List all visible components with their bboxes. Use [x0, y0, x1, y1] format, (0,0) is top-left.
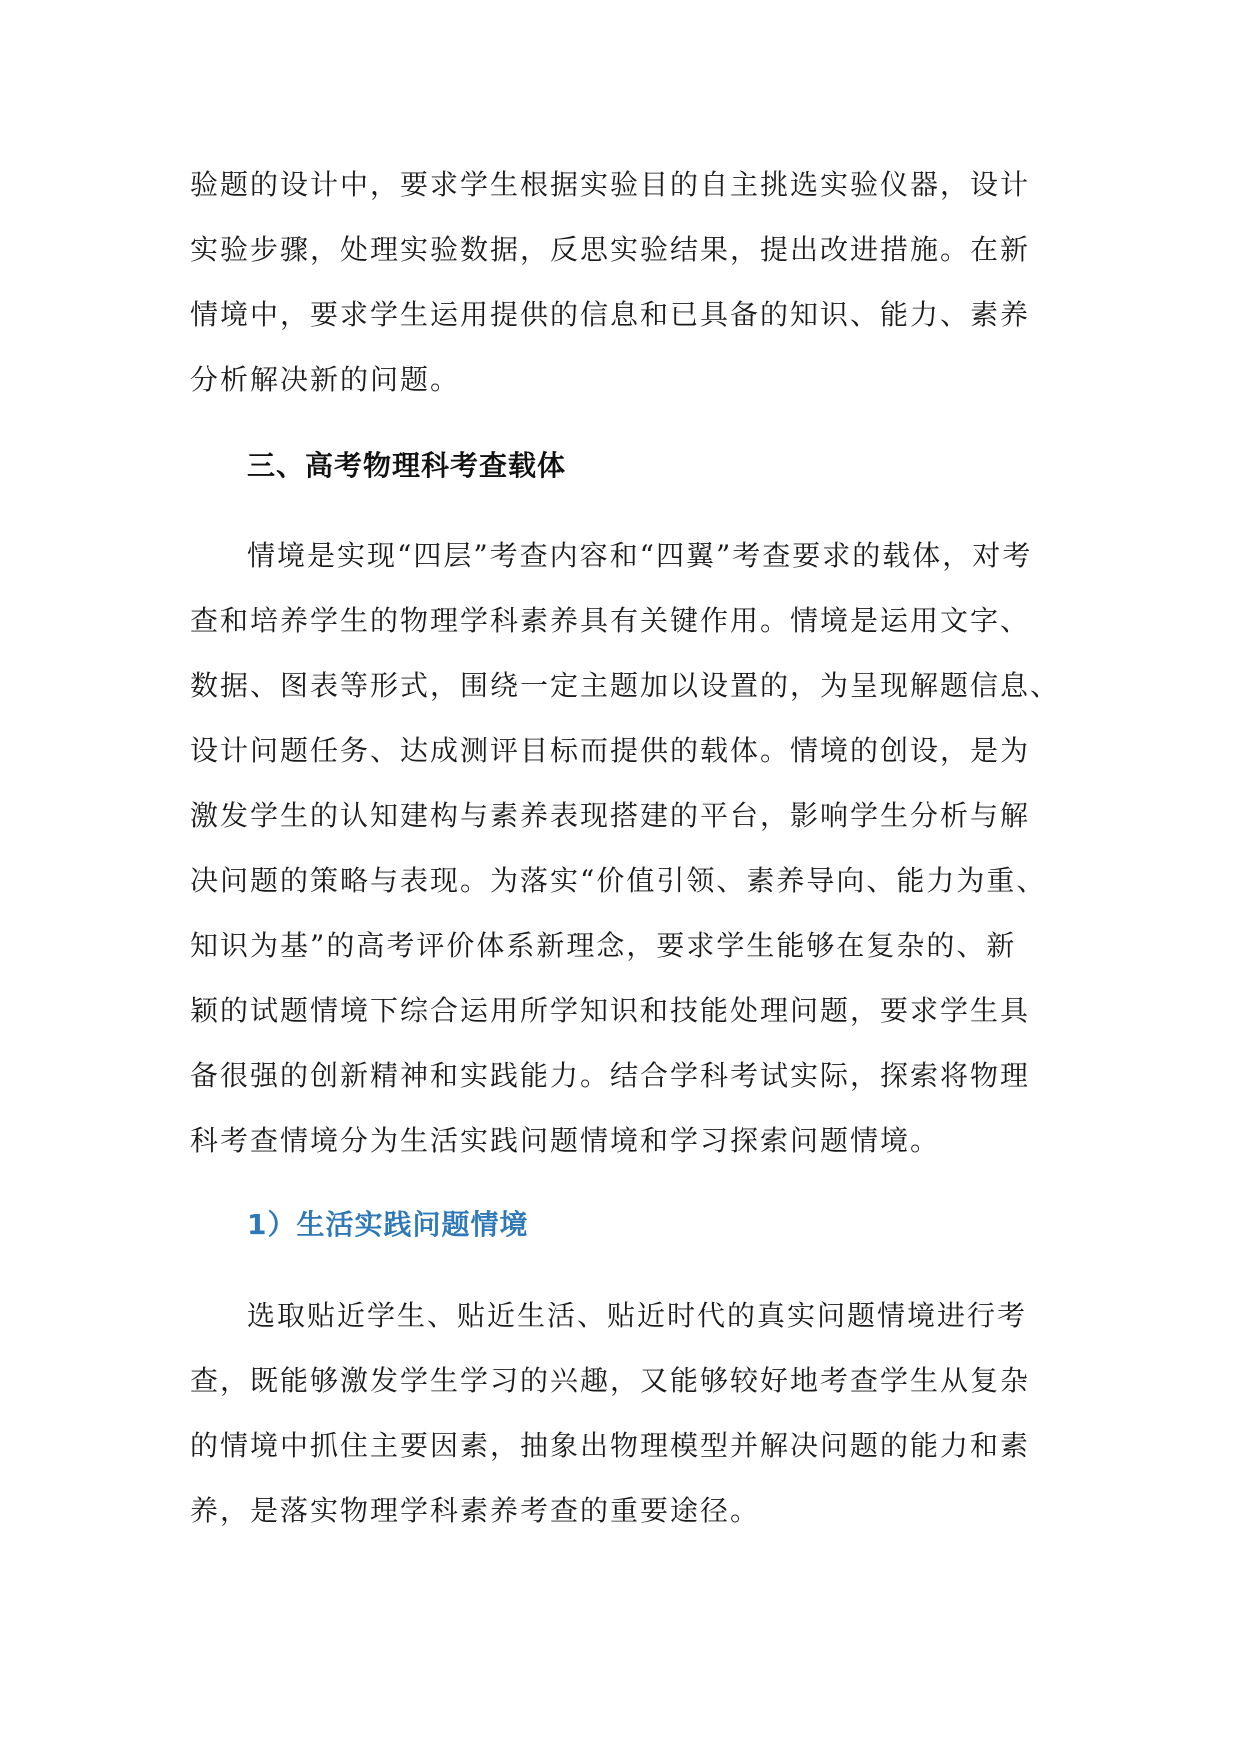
paragraph-carrier-line-5: 激发学生的认知建构与素养表现搭建的平台，影响学生分析与解: [190, 799, 1031, 832]
paragraph-carrier-line-1: 情境是实现“四层”考查内容和“四翼”考查要求的载体，对考: [247, 539, 1033, 572]
paragraph-intro-line-4: 分析解决新的问题。: [190, 363, 461, 396]
paragraph-carrier-line-10: 科考查情境分为生活实践问题情境和学习探索问题情境。: [190, 1124, 941, 1157]
section-heading: 三、高考物理科考查载体: [247, 449, 567, 482]
paragraph-carrier-line-7: 知识为基”的高考评价体系新理念，要求学生能够在复杂的、新: [190, 929, 1017, 962]
paragraph-carrier-line-9: 备很强的创新精神和实践能力。结合学科考试实际，探索将物理: [190, 1059, 1031, 1092]
paragraph-carrier-line-2: 查和培养学生的物理学科素养具有关键作用。情境是运用文字、: [190, 604, 1031, 637]
paragraph-carrier-line-6: 决问题的策略与表现。为落实“价值引领、素养导向、能力为重、: [190, 864, 1047, 897]
paragraph-intro-line-2: 实验步骤，处理实验数据，反思实验结果，提出改进措施。在新: [190, 233, 1031, 266]
paragraph-life-line-1: 选取贴近学生、贴近生活、贴近时代的真实问题情境进行考: [247, 1299, 1028, 1332]
paragraph-carrier-line-8: 颖的试题情境下综合运用所学知识和技能处理问题，要求学生具: [190, 994, 1031, 1027]
paragraph-life-line-2: 查，既能够激发学生学习的兴趣，又能够较好地考查学生从复杂: [190, 1364, 1031, 1397]
paragraph-carrier-line-3: 数据、图表等形式，围绕一定主题加以设置的，为呈现解题信息、: [190, 669, 1061, 702]
paragraph-intro-line-1: 验题的设计中，要求学生根据实验目的自主挑选实验仪器，设计: [190, 168, 1031, 201]
paragraph-life-line-3: 的情境中抓住主要因素，抽象出物理模型并解决问题的能力和素: [190, 1429, 1031, 1462]
paragraph-life-line-4: 养，是落实物理学科素养考查的重要途径。: [190, 1494, 761, 1527]
subheading-life-practice: 1）生活实践问题情境: [247, 1208, 529, 1241]
paragraph-intro-line-3: 情境中，要求学生运用提供的信息和已具备的知识、能力、素养: [190, 298, 1031, 331]
paragraph-carrier-line-4: 设计问题任务、达成测评目标而提供的载体。情境的创设，是为: [190, 734, 1031, 767]
